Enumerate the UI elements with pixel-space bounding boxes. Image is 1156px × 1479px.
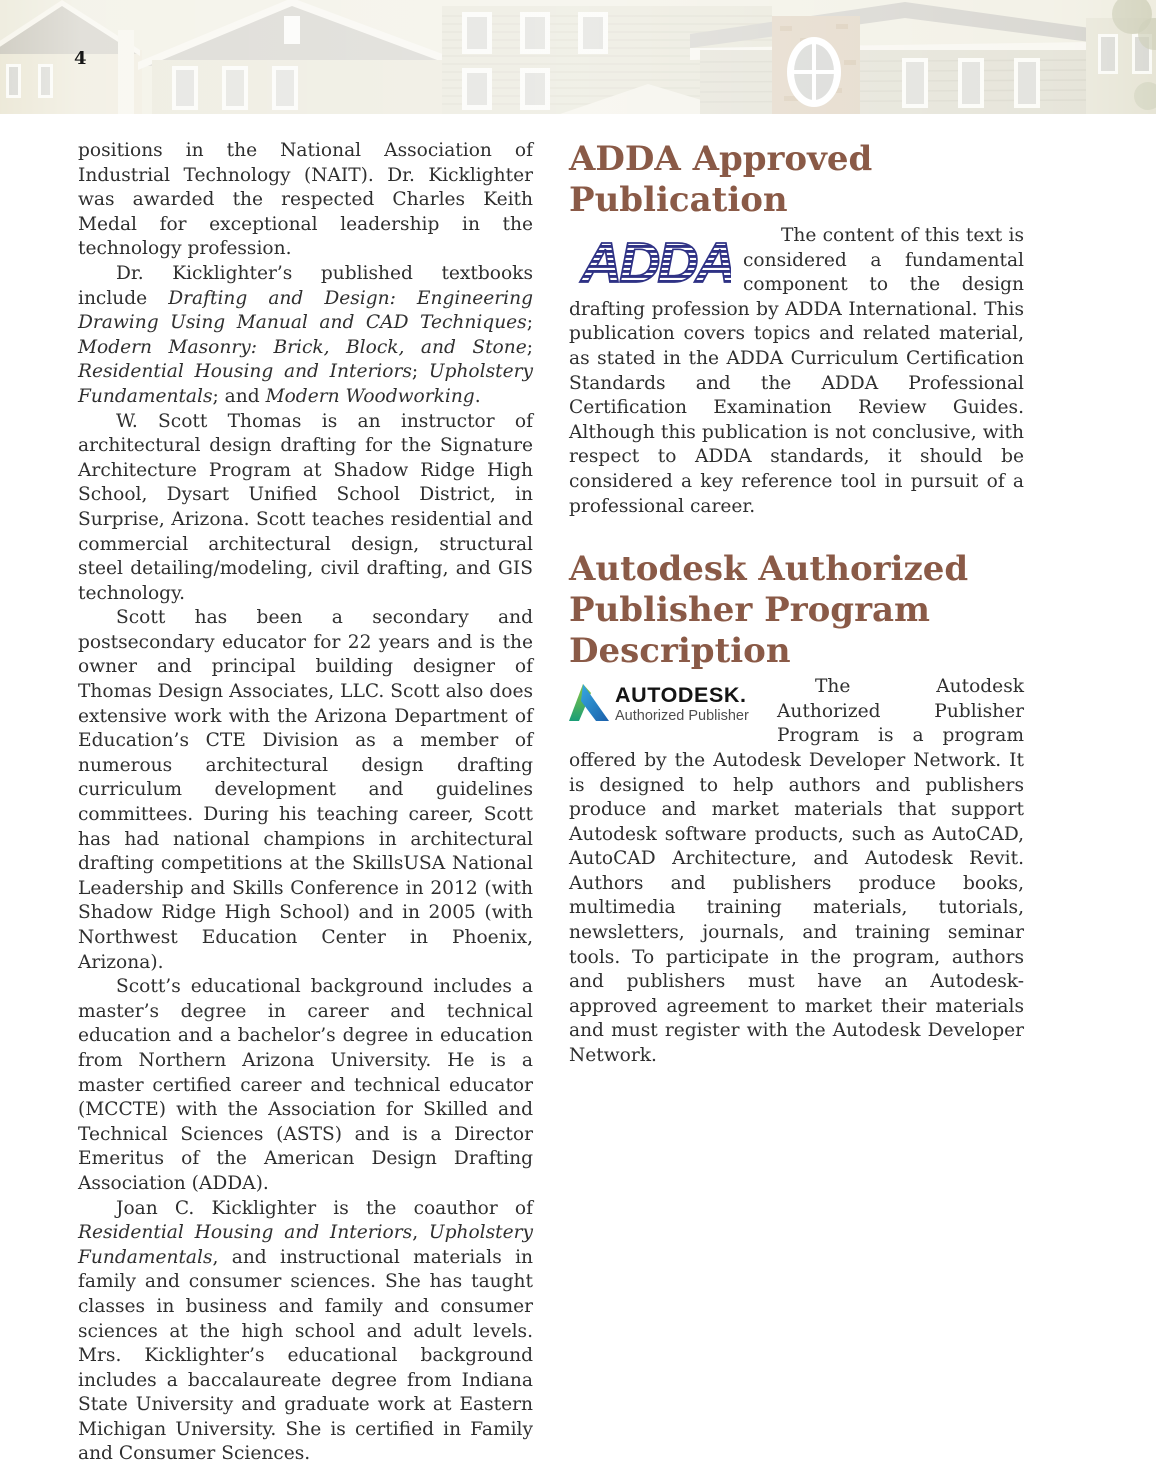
paragraph — [78, 410, 533, 607]
text-run: Dr. Kicklighter’s published textbooks include — [78, 262, 533, 309]
paragraph — [78, 139, 533, 262]
header-houses-photo — [0, 0, 1156, 114]
text-run: Scott has been a secondary and postsecondary educator for 22 years and is the owner and principal building designer of Thomas Design Associates, LLC. Scott also does extensive work with the Arizona Department of Education’s CTE Division as a member of numerous architectural design drafting curriculum development and guidelines committees. During his teaching career, Scott has had national champions in architectural drafting competitions at the SkillsUSA National Leadership and Skills Conference in 2012 (with Shadow Ridge High School) and in 2005 (with Northwest Education Center in Phoenix, Arizona). — [78, 607, 533, 973]
right-column — [569, 139, 1024, 1467]
text-run: , — [412, 1222, 429, 1244]
page-number: 4 — [74, 48, 87, 69]
adda-section-body — [569, 224, 1024, 519]
text-run: , and instructional materials in family and consumer sciences. She has taught classes in business and family and consumer sciences at the high school and adult levels. Mrs. Kicklighter’s educational background includes a baccalaureate degree from Indiana State University and graduate work at Eastern Michigan University. She is certified in Family and Consumer Sciences. — [78, 1246, 533, 1465]
paragraph — [78, 1197, 533, 1468]
text-run: The Autodesk Authorized Publisher Program is a program offered by the Autodesk Developer Network. It is designed to help authors and publishers produce and market materials that support Autodesk software products, such as AutoCAD, AutoCAD Architecture, and Autodesk Revit. Authors and publishers produce books, multimedia training materials, tutorials, newsletters, journals, and training seminar tools. To participate in the program, authors and publishers must have an Autodesk-approved agreement to market their materials and must register with the Autodesk Developer Network. — [569, 676, 1024, 1067]
houses-illustration — [0, 0, 1156, 114]
autodesk-brand-name: AUTODESK. — [615, 683, 747, 708]
text-run: Scott’s educational background includes a master’s degree in career and technical education and a bachelor’s degree in education from Northern Arizona University. He is a master certified career and technical educator (MCCTE) with the Association for Skilled and Technical Sciences (ASTS) and is a Director Emeritus of the American Design Drafting Association (ADDA). — [78, 976, 533, 1194]
adda-logo-text: ADDA — [581, 231, 731, 293]
book-title-italic: Residential Housing and Interiors — [78, 1222, 413, 1244]
paragraph — [78, 975, 533, 1196]
autodesk-brand-subtitle: Authorized Publisher — [615, 708, 749, 725]
adda-striped-logo-icon — [569, 229, 731, 293]
autodesk-section-heading: Autodesk Authorized Publisher Program Description — [569, 549, 969, 672]
text-run: ; — [526, 336, 533, 358]
adda-section-heading: ADDA Approved Publication — [569, 139, 873, 220]
text-run: . — [474, 385, 481, 407]
autodesk-section-body — [569, 675, 1024, 1069]
text-run: Joan C. Kicklighter is the coauthor of — [116, 1197, 533, 1219]
adda-logo-icon — [569, 229, 731, 293]
book-title-italic: Modern Woodworking — [265, 385, 475, 407]
text-run: W. Scott Thomas is an instructor of architectural design drafting for the Signature Architecture Program at Shadow Ridge High School, Dysart Unified School District, in Surprise, Arizona. Scott teaches residential and commercial architectural design, structural steel detailing/modeling, civil drafting, and GIS technology. — [78, 410, 533, 604]
paragraph — [78, 606, 533, 975]
text-run: ; — [411, 361, 429, 383]
page-body — [78, 139, 1024, 1467]
text-run: ; — [526, 312, 533, 334]
paragraph — [78, 262, 533, 410]
book-title-italic: Upholstery Fundamentals — [78, 1222, 534, 1268]
autodesk-paragraphs — [569, 675, 1024, 1069]
book-title-italic: Residential Housing and Interiors — [78, 361, 412, 383]
autodesk-wordmark — [615, 680, 749, 726]
autodesk-logo — [569, 680, 767, 726]
left-column — [78, 139, 533, 1467]
text-run: ; and — [212, 385, 266, 407]
book-title-italic: Upholstery Fundamentals — [78, 361, 533, 407]
book-title-italic: Modern Masonry: Brick, Block, and Stone — [78, 336, 527, 358]
text-run: positions in the National Association of Industrial Technology (NAIT). Dr. Kicklighter was awarded the respected Charles Keith Medal for exceptional leadership in the technology profession. — [78, 140, 533, 260]
book-title-italic: Drafting and Design: Engineering Drawing Using Manual and CAD Techniques — [78, 287, 534, 334]
paragraph — [569, 675, 1024, 1069]
autodesk-a-mark-icon — [569, 680, 609, 724]
text-run: The content of this text is considered a fundamental component to the design drafting profession by ADDA International. This publication covers topics and related material, as stated in the ADDA Curriculum Certification Standards and the ADDA Professional Certification Examination Review Guides. Although this publication is not conclusive, with respect to ADDA standards, it should be considered a key reference tool in pursuit of a professional career. — [569, 225, 1024, 517]
